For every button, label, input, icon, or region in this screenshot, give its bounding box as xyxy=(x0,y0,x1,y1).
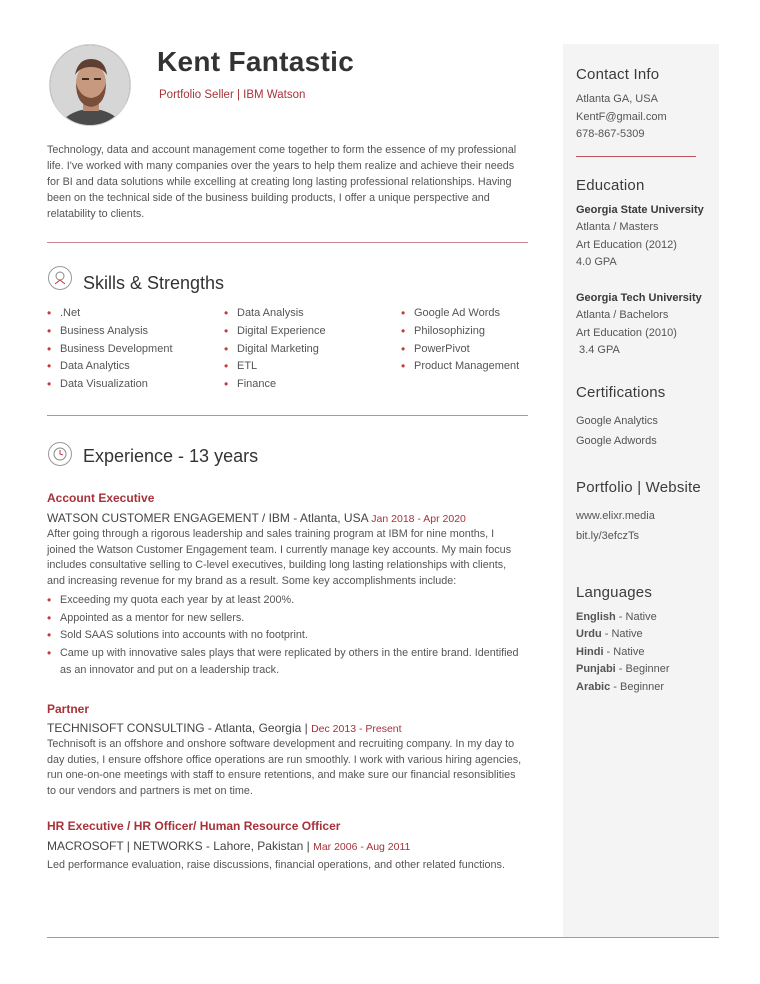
language-item xyxy=(576,661,707,679)
job-description: Technisoft is an offshore and onshore software development and recruiting company. In my day to day duties, I ensure offshore office operations are run smoothly. I work with various hiring agencies, run one-on-one meetings with staff to ensure retentions, and make sure our financial resonsiblities to our vendors and partners is met on time. xyxy=(47,738,522,797)
portfolio-link[interactable]: www.elixr.media xyxy=(576,509,655,522)
job-dates: Dec 2013 - Present xyxy=(311,723,402,735)
skills-column-2 xyxy=(224,305,394,394)
accomplishment-item: • Sold SAAS solutions into accounts with no footprint. xyxy=(47,627,525,645)
language-item xyxy=(576,644,707,662)
portfolio-heading: Portfolio | Website xyxy=(576,478,701,496)
portfolio-link[interactable]: bit.ly/3efczTs xyxy=(576,529,639,542)
certification-item: Google Adwords xyxy=(576,434,657,447)
job-company xyxy=(47,721,402,735)
skill-item: • Google Ad Words xyxy=(401,305,571,323)
skills-column-1 xyxy=(47,305,217,394)
candidate-subtitle: Portfolio Seller | IBM Watson xyxy=(159,89,306,101)
school-detail: Atlanta / Masters xyxy=(576,221,659,233)
company-name: TECHNISOFT CONSULTING - Atlanta, Georgia | xyxy=(47,721,308,735)
job-dates: Jan 2018 - Apr 2020 xyxy=(371,513,466,525)
accomplishment-item: • Appointed as a mentor for new sellers. xyxy=(47,610,525,628)
skill-item: • Business Analysis xyxy=(47,323,217,341)
languages-heading: Languages xyxy=(576,583,653,601)
contact-location: Atlanta GA, USA xyxy=(576,93,658,105)
school-name: Georgia State University xyxy=(576,203,704,216)
skill-item: • Digital Marketing xyxy=(224,341,394,359)
language-level: - Native xyxy=(603,645,645,658)
job-accomplishments xyxy=(47,592,525,680)
language-item xyxy=(576,626,707,644)
school-detail: 4.0 GPA xyxy=(576,256,617,268)
language-name: Hindi xyxy=(576,645,604,658)
contact-email: KentF@gmail.com xyxy=(576,110,667,123)
skill-item: • Business Development xyxy=(47,341,217,359)
job-description: Led performance evaluation, raise discussions, financial operations, and other related functions. xyxy=(47,859,505,871)
school-detail: Art Education (2010) xyxy=(576,326,677,339)
skill-item: • Philosophizing xyxy=(401,323,571,341)
job-description: After going through a rigorous leadership and sales training program at IBM for nine months, I joined the Watson Customer Engagement team. I currently manage key accounts. My main focus includes consultative selling to C-level executives, building long lasting relationships with clients, and increasing revenue for my brand as a result. Some key accomplishments include: xyxy=(47,528,512,587)
school-detail: Atlanta / Bachelors xyxy=(576,309,669,321)
language-level: - Native xyxy=(601,628,643,640)
profile-summary: Technology, data and account management come together to form the essence of my professional life. I've worked with many companies over the years to help them realize and achieve their needs for BI and data solutions while excelling at creating long lasting professional relationships. Having been on the technical side of the business building products, I offer a unique perspective and relatability to clients. xyxy=(47,144,517,220)
skill-item: • ETL xyxy=(224,358,394,376)
skill-item: • .Net xyxy=(47,305,217,323)
certification-item: Google Analytics xyxy=(576,414,658,427)
job-title: Partner xyxy=(47,702,90,716)
job-title: HR Executive / HR Officer/ Human Resource Officer xyxy=(47,819,341,833)
skill-item: • Product Management xyxy=(401,358,571,376)
profile-photo xyxy=(50,45,131,126)
sidebar-divider xyxy=(576,156,696,157)
language-name: Punjabi xyxy=(576,663,616,675)
language-level: - Native xyxy=(615,610,657,623)
company-name: MACROSOFT | NETWORKS - Lahore, Pakistan | xyxy=(47,839,310,853)
language-name: English xyxy=(576,610,616,623)
contact-phone: 678-867-5309 xyxy=(576,128,645,140)
job-company xyxy=(47,511,466,525)
language-name: Arabic xyxy=(576,680,611,693)
skill-item: • Digital Experience xyxy=(224,323,394,341)
school-detail: 3.4 GPA xyxy=(576,344,620,356)
avatar xyxy=(49,44,131,126)
experience-heading: Experience - 13 years xyxy=(83,446,259,466)
school-detail: Art Education (2012) xyxy=(576,238,677,251)
clock-icon xyxy=(48,442,72,466)
skill-item: • Data Analytics xyxy=(47,358,217,376)
job-company xyxy=(47,839,410,853)
skills-icon xyxy=(48,266,72,290)
sidebar xyxy=(563,44,719,938)
certifications-heading: Certifications xyxy=(576,383,666,401)
contact-heading: Contact Info xyxy=(576,66,660,83)
accomplishment-item: • Exceeding my quota each year by at least 200%. xyxy=(47,592,525,610)
education-heading: Education xyxy=(576,176,645,194)
footer-divider xyxy=(47,937,719,938)
company-name: WATSON CUSTOMER ENGAGEMENT / IBM - Atlanta, USA xyxy=(47,511,368,525)
language-item xyxy=(576,609,707,627)
skills-heading: Skills & Strengths xyxy=(83,273,225,293)
divider xyxy=(47,415,528,416)
skill-item: • PowerPivot xyxy=(401,341,571,359)
language-item xyxy=(576,679,707,697)
skill-item: • Finance xyxy=(224,376,394,394)
skill-item: • Data Visualization xyxy=(47,376,217,394)
school-name: Georgia Tech University xyxy=(576,291,702,304)
language-level: - Beginner xyxy=(610,680,665,693)
job-title: Account Executive xyxy=(47,491,155,505)
accomplishment-item: • Came up with innovative sales plays that were replicated by others in the entire brand. Identified as an innovator and put on a leadership track. xyxy=(47,645,525,680)
job-dates: Mar 2006 - Aug 2011 xyxy=(313,841,411,853)
skill-item: • Data Analysis xyxy=(224,305,394,323)
language-name: Urdu xyxy=(576,628,602,640)
divider xyxy=(47,242,528,243)
language-level: - Beginner xyxy=(615,663,670,675)
candidate-name: Kent Fantastic xyxy=(157,46,355,77)
skills-column-3 xyxy=(401,305,571,376)
